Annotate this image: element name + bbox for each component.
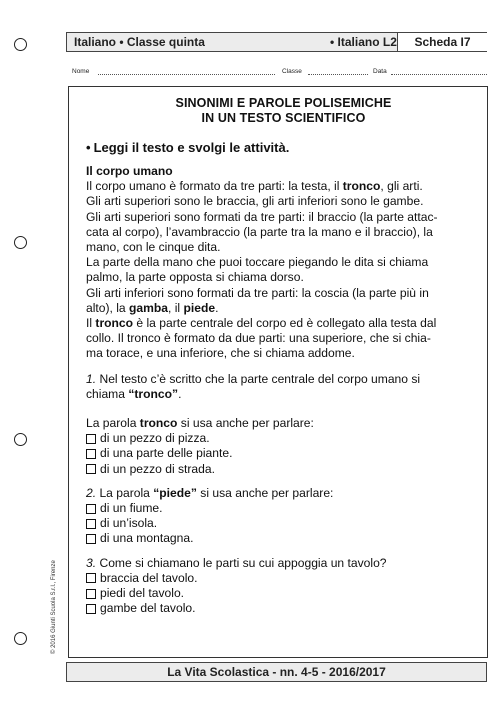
header-subject: Italiano • Classe quinta xyxy=(74,35,205,49)
q2-option-1[interactable]: di un fiume. xyxy=(86,501,481,516)
q3-option-2[interactable]: piedi del tavolo. xyxy=(86,586,481,601)
checkbox[interactable] xyxy=(86,534,96,544)
worksheet-content xyxy=(86,96,481,616)
bullet-icon: • xyxy=(86,140,91,155)
binder-hole-1 xyxy=(14,38,27,51)
footer-bar: La Vita Scolastica - nn. 4-5 - 2016/2017 xyxy=(66,662,487,682)
q1-option-2[interactable]: di una parte delle piante. xyxy=(86,446,481,461)
binder-hole-2 xyxy=(14,236,27,249)
date-label: Data xyxy=(373,68,387,75)
binder-hole-4 xyxy=(14,632,27,645)
q1-option-1[interactable]: di un pezzo di pizza. xyxy=(86,431,481,446)
reading-text: Il corpo umano è formato da tre parti: la testa, il tronco, gli arti. Gli arti superiori sono le braccia, gli arti inferiori sono le gambe. Gli arti superiori sono formati da tre parti: il braccio (la parte attac- cata al corpo), l’avambraccio (la parte tra la mano e il braccio), la mano, con le cinque dita. La parte della mano che puoi toccare piegando le dita si chiama palmo, la parte opposta si chiama dorso. Gli arti inferiori sono formati da tre parti: la coscia (la parte più in alto), la gamba, il piede. Il tronco è la parte centrale del corpo ed è collegato alla testa dal collo. Il tronco è formato da due parti: una superiore, che si chia- ma torace, e una inferiore, che si chiama addome. xyxy=(86,179,438,361)
checkbox[interactable] xyxy=(86,573,96,583)
header-level: • Italiano L2 xyxy=(330,35,397,49)
checkbox[interactable] xyxy=(86,434,96,444)
q3-option-1[interactable]: braccia del tavolo. xyxy=(86,571,481,586)
checkbox[interactable] xyxy=(86,449,96,459)
question-3: 3. Come si chiamano le parti su cui appoggia un tavolo? braccia del tavolo. piedi del tavolo. gambe del tavolo. xyxy=(86,556,481,617)
q2-option-2[interactable]: di un’isola. xyxy=(86,516,481,531)
q3-option-3[interactable]: gambe del tavolo. xyxy=(86,601,481,616)
name-field[interactable] xyxy=(98,74,275,75)
checkbox[interactable] xyxy=(86,519,96,529)
worksheet-tab: Scheda I7 xyxy=(397,33,487,51)
worksheet-title: SINONIMI E PAROLE POLISEMICHE IN UN TESTO SCIENTIFICO xyxy=(175,96,392,125)
binder-hole-3 xyxy=(14,433,27,446)
question-1: 1. Nel testo c’è scritto che la parte centrale del corpo umano si chiama “tronco”. La parola tronco si usa anche per parlare: di un pezzo di pizza. di una parte delle piante. di un pezzo di strada. xyxy=(86,372,481,477)
question-2: 2. La parola “piede” si usa anche per parlare: di un fiume. di un’isola. di una montagna. xyxy=(86,486,481,547)
instruction: • Leggi il testo e svolgi le attività. xyxy=(86,140,290,155)
checkbox[interactable] xyxy=(86,504,96,514)
copyright-note: © 2016 Giunti Scuola S.r.l., Firenze xyxy=(51,560,57,654)
checkbox[interactable] xyxy=(86,464,96,474)
student-info-row xyxy=(70,65,488,79)
name-label: Nome xyxy=(72,68,90,75)
class-label: Classe xyxy=(282,68,302,75)
header-bar xyxy=(66,32,487,52)
checkbox[interactable] xyxy=(86,589,96,599)
checkbox[interactable] xyxy=(86,604,96,614)
text-title: Il corpo umano xyxy=(86,164,173,178)
class-field[interactable] xyxy=(308,74,368,75)
q2-option-3[interactable]: di una montagna. xyxy=(86,531,481,546)
q1-option-3[interactable]: di un pezzo di strada. xyxy=(86,462,481,477)
date-field[interactable] xyxy=(391,74,487,75)
